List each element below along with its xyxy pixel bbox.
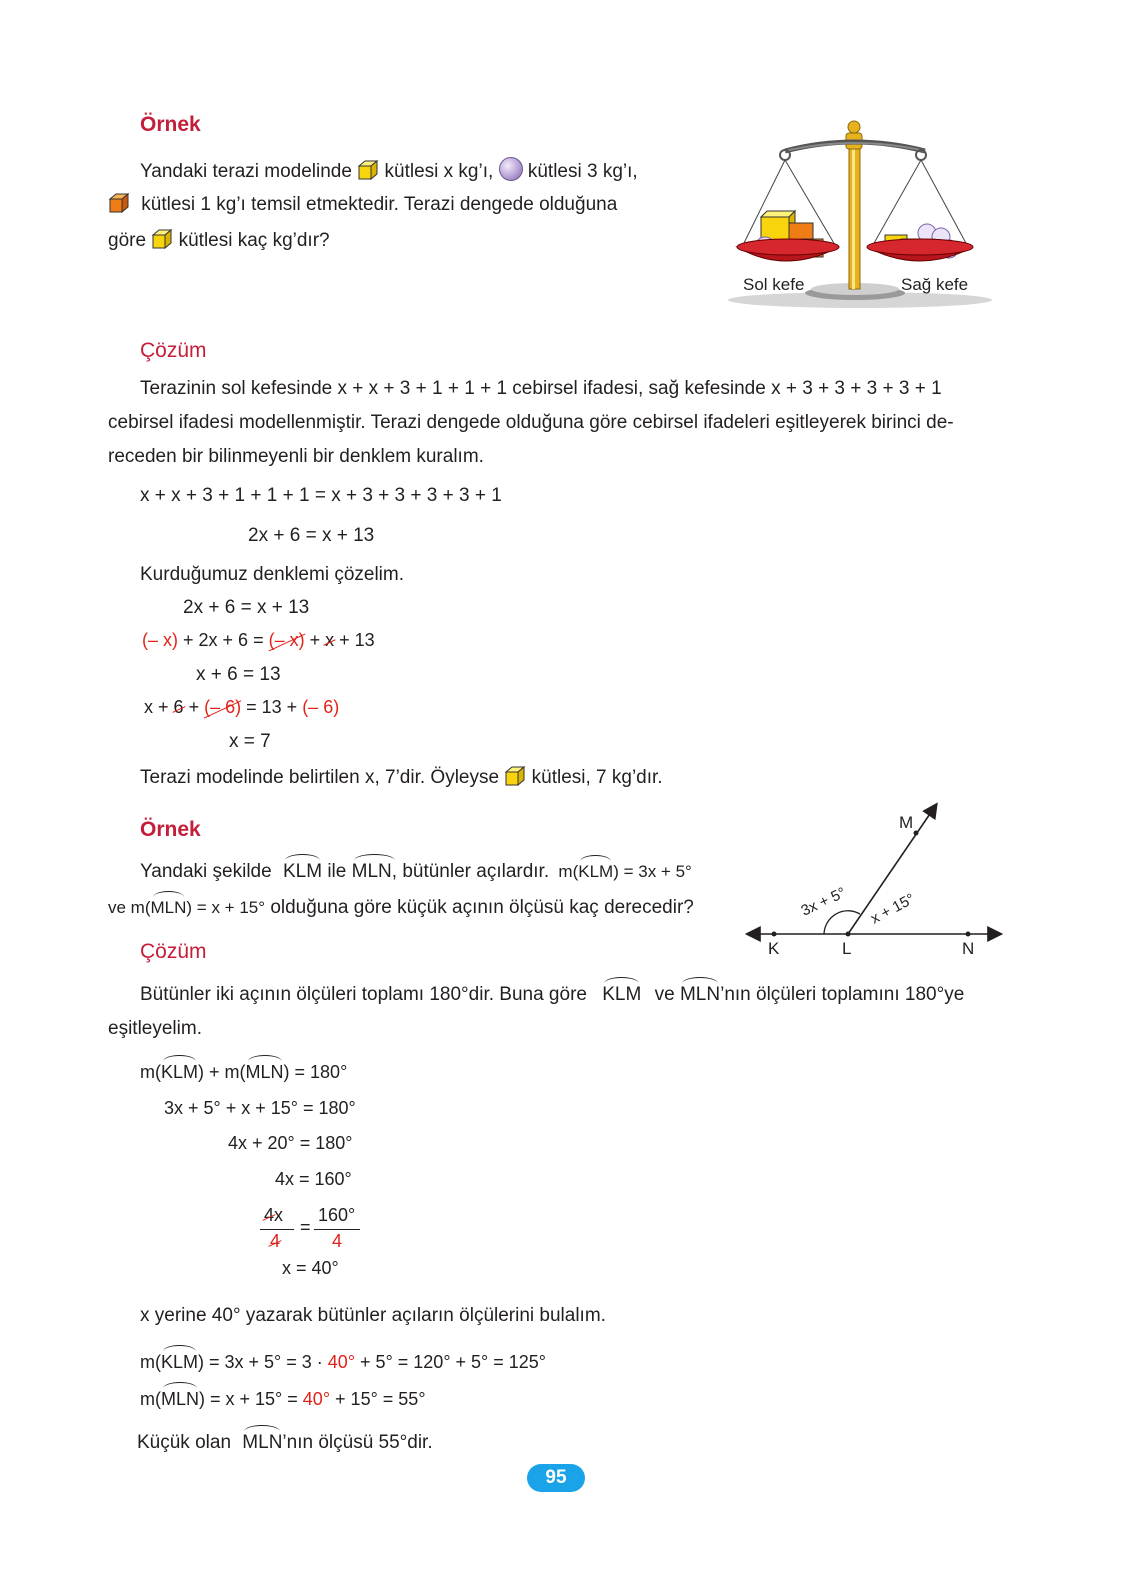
example1-line1 <box>140 157 638 183</box>
solve-intro: Kurduğumuz denklemi çözelim. <box>140 564 405 585</box>
red-term: (– 6) <box>302 697 340 717</box>
text: + 13 <box>339 630 375 650</box>
equation-result: x = 40° <box>282 1258 339 1278</box>
solve-step-1: 2x + 6 = x + 13 <box>183 597 310 618</box>
solution2-para-line2: eşitleyelim. <box>108 1018 202 1039</box>
text: m( <box>558 862 579 881</box>
angle-mln: MLN <box>245 1062 284 1082</box>
example2-line2 <box>108 897 694 919</box>
sag-kefe-label: Sağ kefe <box>901 275 969 294</box>
text: ve <box>654 984 675 1005</box>
example1-line2 <box>108 192 617 216</box>
fraction-left-numerator <box>264 1205 283 1226</box>
text: = 13 + <box>246 697 298 717</box>
text: Yandaki şekilde <box>140 861 272 882</box>
red-term: (– x) <box>142 630 178 650</box>
text: ile <box>327 861 347 882</box>
solution1-para-line1: Terazinin sol kefesinde x + x + 3 + 1 + 1 + 1 cebirsel ifadesi, sağ kefesinde x + 3 + 3 + 3 + 3 + 1 <box>140 378 942 399</box>
angle-label-mln: x + 15° <box>867 890 918 928</box>
label-n: N <box>962 939 975 958</box>
cancelled-term: (– 6) <box>204 697 242 717</box>
text: kütlesi kaç kg’dır? <box>178 230 330 251</box>
text: Terazi modelinde belirtilen x, 7’dir. Öyleyse <box>140 767 500 788</box>
label-l: L <box>842 939 852 958</box>
text: olduğuna göre küçük açının ölçüsü kaç derecedir? <box>270 897 694 918</box>
text: ) + m( <box>198 1062 246 1082</box>
solution2-para-line1 <box>140 984 964 1006</box>
equation-step-2: 3x + 5° + x + 15° = 180° <box>164 1098 356 1118</box>
angle-mln: MLN <box>161 1389 200 1409</box>
text: Küçük olan <box>137 1432 232 1453</box>
red-term: 40° <box>327 1352 356 1372</box>
angle-sum-equation <box>140 1062 347 1083</box>
angle-label-klm: 3x + 5° <box>798 884 849 920</box>
text: + 5° = 120° + 5° = 125° <box>360 1352 546 1372</box>
orange-cube-icon <box>108 192 130 214</box>
example-heading: Örnek <box>140 113 201 136</box>
fraction-left-denominator <box>270 1231 280 1252</box>
example1-line3 <box>108 228 330 252</box>
text: x + <box>144 697 169 717</box>
text: x <box>274 1205 284 1225</box>
balance-scale-illustration <box>725 115 995 315</box>
sol-kefe-label: Sol kefe <box>743 275 805 294</box>
text: bütünler açılardır. <box>402 861 550 882</box>
solution1-para-line3: receden bir bilinmeyenli bir denklem kuralım. <box>108 446 484 467</box>
angle-mln: MLN <box>242 1432 283 1453</box>
fraction-right-numerator: 160° <box>318 1205 356 1225</box>
angle-klm: KLM <box>161 1352 199 1372</box>
solve-step-5: x = 7 <box>229 731 271 752</box>
text: ) = 180° <box>283 1062 348 1082</box>
text: m( <box>140 1389 161 1409</box>
page-number: 95 <box>527 1464 585 1492</box>
klm-measure <box>140 1352 546 1373</box>
solution-heading: Çözüm <box>140 339 207 362</box>
equation-step-4: 4x = 160° <box>275 1169 352 1189</box>
text: ’nın ölçüleri toplamını 180°ye <box>720 984 965 1005</box>
text: + 15° = 55° <box>335 1389 426 1409</box>
text: + 2x + 6 = <box>183 630 264 650</box>
equation-1: x + x + 3 + 1 + 1 + 1 = x + 3 + 3 + 3 + 3 + 1 <box>140 485 502 506</box>
text: ve m( <box>108 898 151 917</box>
angle-klm: KLM <box>161 1062 199 1082</box>
yellow-cube-icon <box>357 159 379 181</box>
example2-line1 <box>140 861 692 883</box>
cancelled-term: 4 <box>264 1205 275 1225</box>
equation-2: 2x + 6 = x + 13 <box>248 525 375 546</box>
fraction-right-denominator: 4 <box>332 1231 343 1251</box>
cancelled-term: 4 <box>270 1231 281 1251</box>
angle-mln: MLN <box>150 898 187 917</box>
fraction-equals: = <box>300 1217 311 1237</box>
text: m( <box>140 1352 161 1372</box>
label-m: M <box>899 813 914 832</box>
text: kütlesi, 7 kg’dır. <box>531 767 663 788</box>
text: ’nın ölçüsü 55°dir. <box>282 1432 433 1453</box>
angle-klm: KLM <box>578 862 614 881</box>
angle-klm: KLM <box>602 984 642 1005</box>
text: + <box>188 697 200 717</box>
substitution-intro: x yerine 40° yazarak bütünler açıların ölçülerini bulalım. <box>140 1305 606 1326</box>
text: + <box>309 630 321 650</box>
solution-heading: Çözüm <box>140 940 207 963</box>
final-answer <box>137 1432 433 1454</box>
cancelled-term: 6 <box>173 697 184 717</box>
solve-step-4 <box>144 697 339 718</box>
text: Yandaki terazi modelinde <box>140 161 352 182</box>
example-heading: Örnek <box>140 818 201 841</box>
text: Bütünler iki açının ölçüleri toplamı 180°dir. Buna göre <box>140 984 587 1005</box>
text: ) = 3x + 5° <box>613 862 692 881</box>
yellow-cube-icon <box>151 228 173 250</box>
label-k: K <box>768 939 780 958</box>
angle-mln: MLN, <box>351 861 398 882</box>
solve-step-2 <box>142 630 375 651</box>
angle-klm: KLM <box>282 861 323 882</box>
text: ) = x + 15° = <box>199 1389 298 1409</box>
angle-figure <box>740 798 1010 963</box>
equation-step-3: 4x + 20° = 180° <box>228 1133 353 1153</box>
cancelled-term: x <box>325 630 335 650</box>
solution1-conclusion <box>140 765 663 789</box>
yellow-cube-icon <box>504 765 526 787</box>
solve-step-3: x + 6 = 13 <box>196 664 281 685</box>
solution1-para-line2: cebirsel ifadesi modellenmiştir. Terazi dengede olduğuna göre cebirsel ifadeleri eşitleyerek birinci de- <box>108 412 954 433</box>
text: ) = 3x + 5° = 3 · <box>198 1352 323 1372</box>
mln-measure <box>140 1389 426 1410</box>
fraction-bar <box>260 1229 294 1230</box>
cancelled-term: (– x) <box>268 630 305 650</box>
text: ) = x + 15° <box>186 898 266 917</box>
text: m( <box>140 1062 161 1082</box>
text: kütlesi x kg’ı, <box>384 161 494 182</box>
fraction-bar <box>314 1229 360 1230</box>
red-term: 40° <box>302 1389 331 1409</box>
text: göre <box>108 230 147 251</box>
purple-sphere-icon <box>499 157 523 181</box>
text: kütlesi 3 kg’ı, <box>527 161 638 182</box>
text: kütlesi 1 kg’ı temsil etmektedir. Terazi dengede olduğuna <box>141 194 618 215</box>
angle-mln: MLN <box>679 984 721 1005</box>
